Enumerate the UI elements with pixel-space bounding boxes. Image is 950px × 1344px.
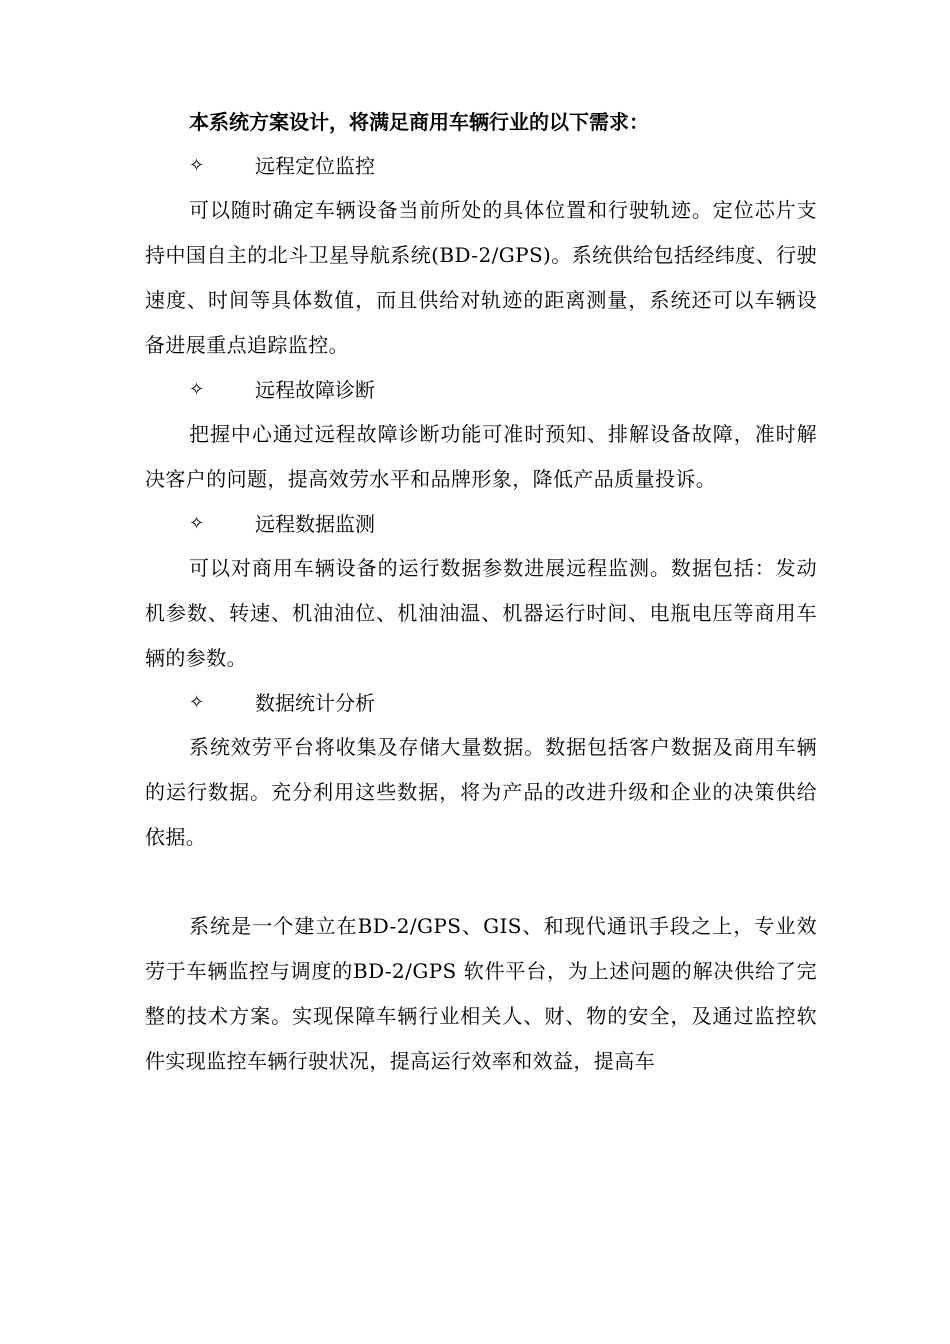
document-body [145, 100, 817, 1084]
section-paragraph: 可以随时确定车辆设备当前所处的具体位置和行驶轨迹。定位芯片支持中国自主的北斗卫星导航系统(BD-2/GPS)。系统供给包括经纬度、行驶速度、时间等具体数值，而且供给对轨迹的距离测量，系统还可以车辆设备进展重点追踪监控。 [145, 198, 817, 357]
section-paragraph: 可以对商用车辆设备的运行数据参数进展远程监测。数据包括：发动机参数、转速、机油油位、机油油温、机器运行时间、电瓶电压等商用车辆的参数。 [145, 556, 817, 670]
section-heading [145, 368, 817, 412]
section-paragraph: 系统效劳平台将收集及存储大量数据。数据包括客户数据及商用车辆的运行数据。充分利用这些数据，将为产品的改进升级和企业的决策供给依据。 [145, 735, 817, 849]
section-heading-text: 远程故障诊断 [255, 378, 375, 402]
diamond-bullet-icon: ✧ [189, 513, 205, 534]
section-heading-text: 远程定位监控 [255, 154, 375, 178]
intro-heading: 本系统方案设计，将满足商用车辆行业的以下需求： [189, 110, 649, 134]
closing-paragraph: 系统是一个建立在BD-2/GPS、GIS、和现代通讯手段之上，专业效劳于车辆监控与调度的BD-2/GPS 软件平台，为上述问题的解决供给了完整的技术方案。实现保障车辆行业相关人、财、物的安全，及通过监控软件实现监控车辆行驶状况，提高运行效率和效益，提高车 [145, 914, 817, 1073]
section-paragraph: 把握中心通过远程故障诊断功能可准时预知、排解设备故障，准时解决客户的问题，提高效劳水平和品牌形象，降低产品质量投诉。 [145, 422, 817, 491]
section-heading-text: 远程数据监测 [255, 512, 375, 536]
section-heading [145, 144, 817, 188]
section-heading-text: 数据统计分析 [255, 691, 375, 715]
section-heading [145, 681, 817, 725]
blank-line [145, 860, 817, 904]
diamond-bullet-icon: ✧ [189, 692, 205, 713]
diamond-bullet-icon: ✧ [189, 155, 205, 176]
section-heading [145, 502, 817, 546]
diamond-bullet-icon: ✧ [189, 379, 205, 400]
